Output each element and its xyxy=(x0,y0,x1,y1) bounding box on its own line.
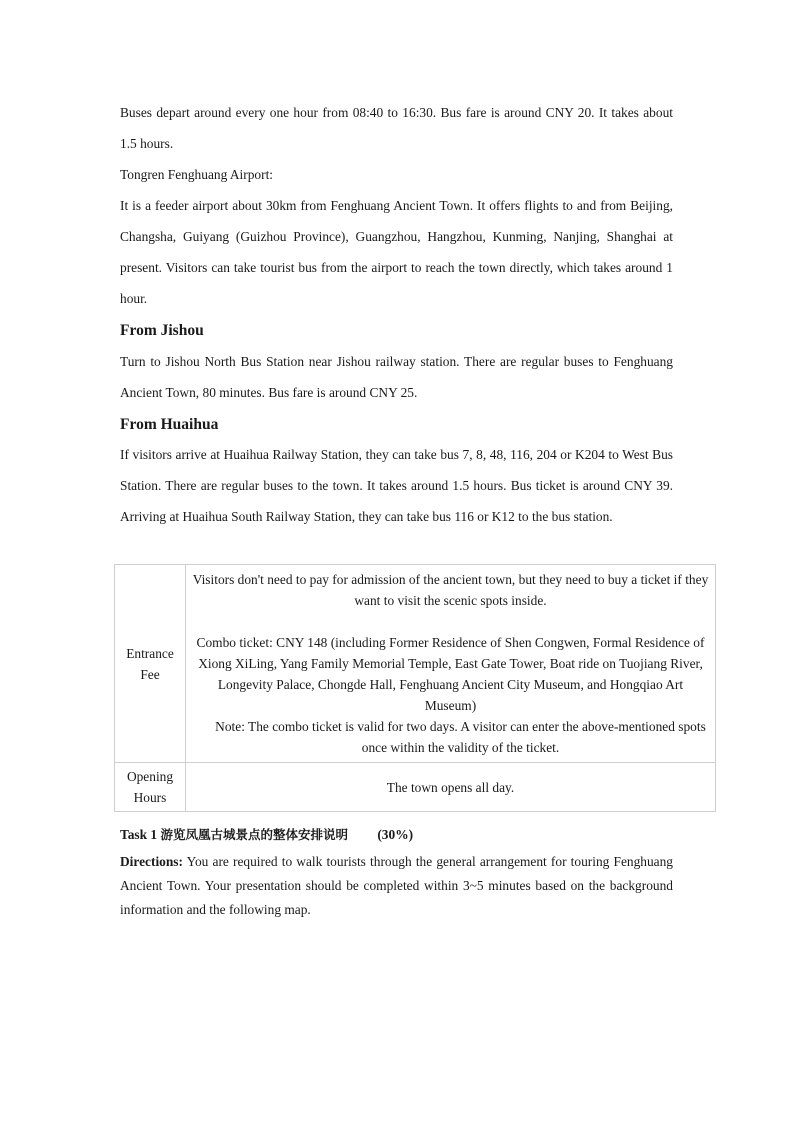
entrance-fee-label: Entrance Fee xyxy=(115,565,186,763)
entrance-fee-cell xyxy=(186,565,716,763)
opening-hours-value: The town opens all day. xyxy=(186,763,716,812)
task-title xyxy=(120,826,413,844)
entrance-fee-line2: Combo ticket: CNY 148 (including Former Residence of Shen Congwen, Formal Residence of Xiong XiLing, Yang Family Memorial Temple, East Gate Tower, Boat ride on Tuojiang River, Longevity Palace, Chongde Hall, Fenghuang Ancient City Museum, and Hongqiao Art Museum) xyxy=(196,635,705,713)
airport-title: Tongren Fenghuang Airport: xyxy=(120,167,274,182)
task-title-cn: 游览凤凰古城景点的整体安排说明 xyxy=(160,827,348,842)
task-number: Task 1 xyxy=(120,827,158,842)
jishou-heading: From Jishou xyxy=(120,322,204,339)
directions-text: You are required to walk tourists through the general arrangement for touring Fenghuang Ancient Town. Your presentation should be completed within 3~5 minutes based on the background information and the following map. xyxy=(120,854,674,917)
entrance-fee-line1: Visitors don't need to pay for admission of the ancient town, but they need to buy a ticket if they want to visit the scenic spots inside. xyxy=(192,572,709,608)
airport-paragraph: It is a feeder airport about 30km from Fenghuang Ancient Town. It offers flights to and from Beijing, Changsha, Guiyang (Guizhou Province), Guangzhou, Hangzhou, Kunming, Nanjing, Shanghai at present. Visitors can take tourist bus from the airport to reach the town directly, which takes around 1 hour. xyxy=(120,198,673,306)
huaihua-heading: From Huaihua xyxy=(120,416,219,433)
opening-hours-label: Opening Hours xyxy=(115,763,186,812)
info-table xyxy=(114,564,716,812)
task-percent: (30%) xyxy=(377,827,414,842)
bus-depart-paragraph: Buses depart around every one hour from 08:40 to 16:30. Bus fare is around CNY 20. It takes about 1.5 hours. xyxy=(120,105,673,151)
opening-hours-row xyxy=(115,763,716,812)
huaihua-paragraph: If visitors arrive at Huaihua Railway Station, they can take bus 7, 8, 48, 116, 204 or K204 to West Bus Station. There are regular buses to the town. It takes around 1.5 hours. Bus ticket is around CNY 39. Arriving at Huaihua South Railway Station, they can take bus 116 or K12 to the bus station. xyxy=(120,447,673,524)
directions-paragraph xyxy=(120,850,673,922)
directions-label: Directions: xyxy=(120,854,183,869)
entrance-fee-line3: Note: The combo ticket is valid for two days. A visitor can enter the above-mentioned spots once within the validity of the ticket. xyxy=(215,719,706,755)
entrance-fee-row xyxy=(115,565,716,763)
jishou-paragraph: Turn to Jishou North Bus Station near Jishou railway station. There are regular buses to Fenghuang Ancient Town, 80 minutes. Bus fare is around CNY 25. xyxy=(120,354,673,400)
